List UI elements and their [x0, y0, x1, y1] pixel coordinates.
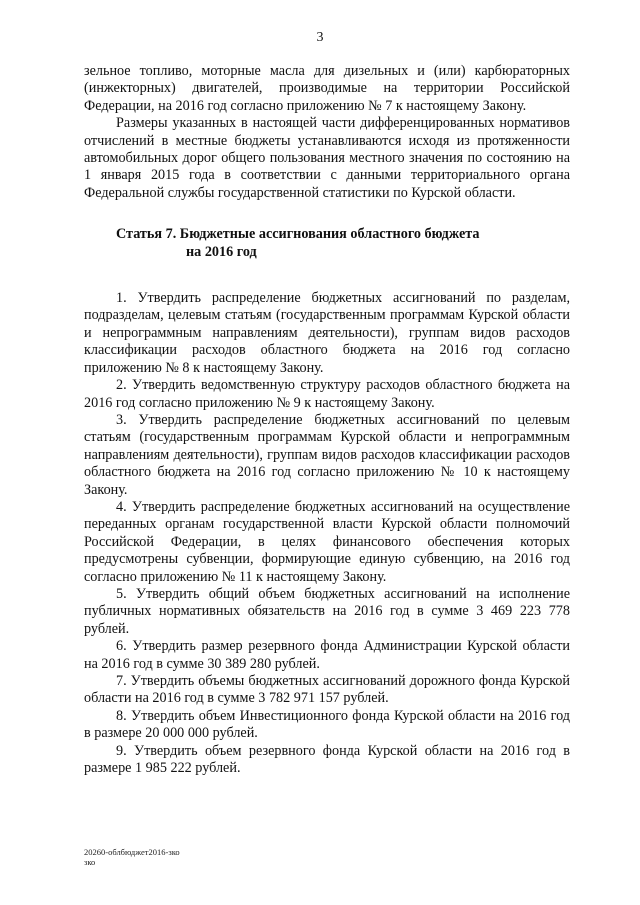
page-number: 3 — [316, 30, 324, 45]
article-heading-line1: Статья 7. Бюджетные ассигнования областного бюджета — [116, 226, 480, 243]
file-reference-footer — [84, 847, 180, 867]
article-heading — [84, 226, 570, 261]
footer-line1: 20260-облбюджет2016-зко — [84, 847, 180, 857]
document-body — [84, 63, 570, 777]
list-item-9: 9. Утвердить объем резервного фонда Курской области на 2016 год в размере 1 985 222 рублей. — [84, 742, 570, 777]
list-item-2: 2. Утвердить ведомственную структуру расходов областного бюджета на 2016 год согласно приложению № 9 к настоящему Закону. — [84, 377, 570, 411]
footer-line2: зко — [84, 857, 96, 867]
paragraph-deductions: Размеры указанных в настоящей части дифференцированных нормативов отчислений в местные бюджеты устанавливаются исходя из протяженности автомобильных дорог общего пользования местного значения по состоянию на 1 января 2015 года в соответствии с данными территориального органа Федеральной службы государственной статистики по Курской области. — [84, 115, 570, 201]
article-heading-line2: на 2016 год — [186, 243, 257, 260]
list-item-1: 1. Утвердить распределение бюджетных ассигнований по разделам, подразделам, целевым статьям (государственным программам Курской области и непрограммным направлениям деятельности), группам видов расходов классификации расходов областного бюджета на 2016 год согласно приложению № 8 к настоящему Закону. — [84, 290, 570, 376]
paragraph-continuation: зельное топливо, моторные масла для дизельных и (или) карбюраторных (инжекторных) двигателей, производимые на территории Российской Федерации, на 2016 год согласно приложению № 7 к настоящему Закону. — [84, 63, 570, 114]
list-item-3: 3. Утвердить распределение бюджетных ассигнований по целевым статьям (государственным программам Курской области и непрограммным направлениям деятельности), группам видов расходов классификации расходов областного бюджета на 2016 год согласно приложению № 10 к настоящему Закону. — [84, 411, 570, 498]
list-item-8: 8. Утвердить объем Инвестиционного фонда Курской области на 2016 год в размере 20 000 000 рублей. — [84, 707, 570, 742]
list-item-7: 7. Утвердить объемы бюджетных ассигнований дорожного фонда Курской области на 2016 год в сумме 3 782 971 157 рублей. — [84, 673, 570, 707]
list-item-4: 4. Утвердить распределение бюджетных ассигнований на осуществление переданных органам государственной власти Курской области полномочий Российской Федерации, в целях финансового обеспечения которых предусмотрены субвенции, формирующие единую субвенцию, на 2016 год согласно приложению № 11 к настоящему Закону. — [84, 498, 570, 585]
list-item-6: 6. Утвердить размер резервного фонда Администрации Курской области на 2016 год в сумме 30 389 280 рублей. — [84, 638, 570, 672]
list-item-5: 5. Утвердить общий объем бюджетных ассигнований на исполнение публичных нормативных обязательств на 2016 год в сумме 3 469 223 778 рублей. — [84, 585, 570, 637]
